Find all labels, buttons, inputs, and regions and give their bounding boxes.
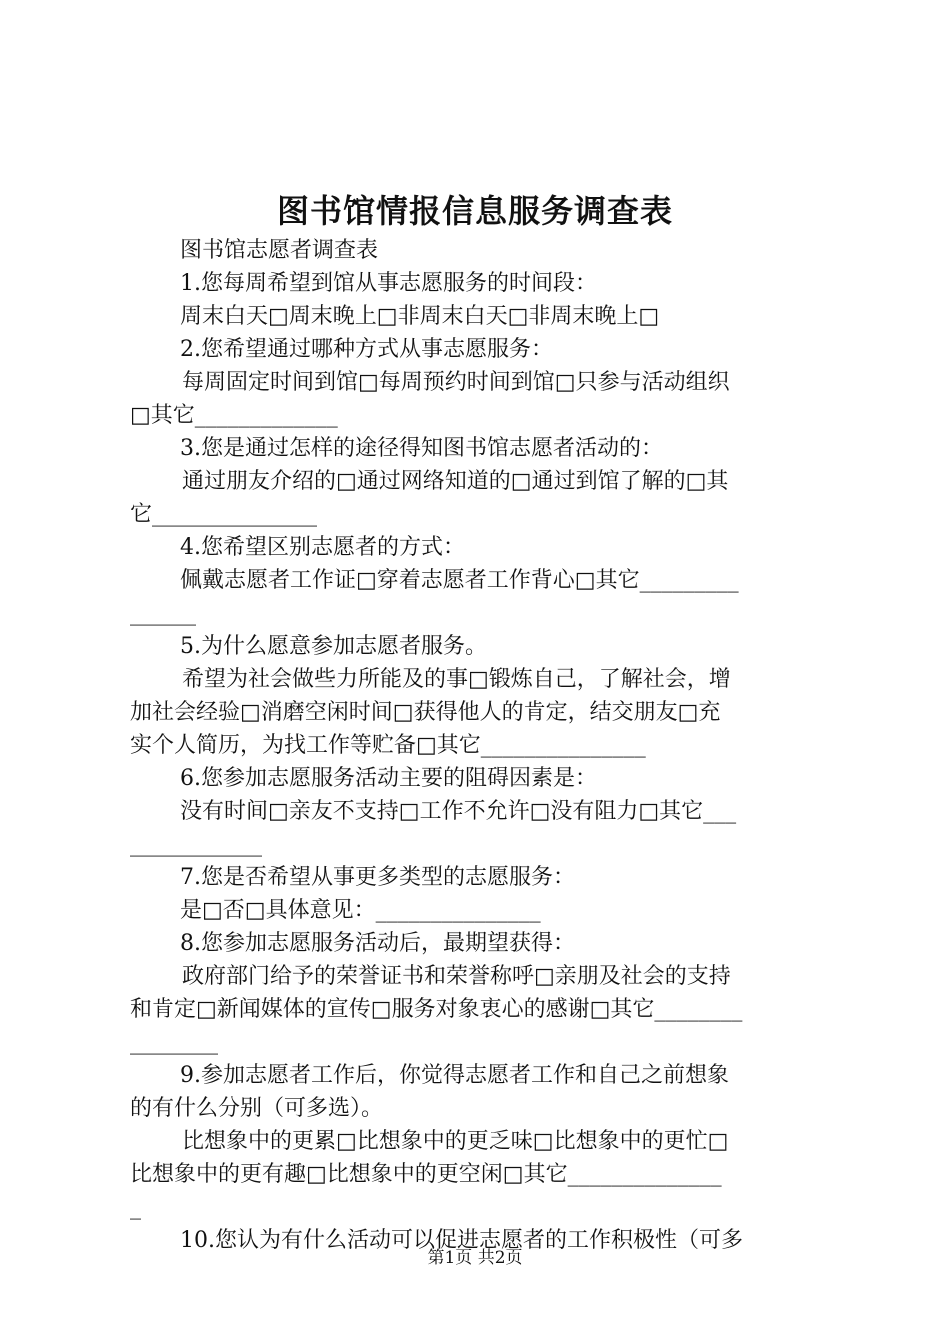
question-1: 1.您每周希望到馆从事志愿服务的时间段： — [180, 271, 597, 296]
question-5: 5.为什么愿意参加志愿者服务。 — [180, 634, 487, 659]
question-8-options: 政府部门给予的荣誉证书和荣誉称呼□亲朋及社会的支持 — [182, 964, 731, 989]
question-6-options-cont: ____________ — [130, 832, 262, 857]
question-2: 2.您希望通过哪种方式从事志愿服务： — [180, 337, 553, 362]
question-4-options-cont: ______ — [130, 601, 196, 626]
question-1-options: 周末白天□周末晚上□非周末白天□非周末晚上□ — [180, 304, 660, 329]
question-4: 4.您希望区别志愿者的方式： — [180, 535, 465, 560]
question-7-options: 是□否□具体意见：_______________ — [180, 898, 541, 923]
question-9-cont: 的有什么分别（可多选）。 — [130, 1096, 384, 1121]
question-3-options: 通过朋友介绍的□通过网络知道的□通过到馆了解的□其 — [182, 469, 729, 494]
question-9-options: 比想象中的更累□比想象中的更乏味□比想象中的更忙□ — [182, 1129, 729, 1154]
document-title: 图书馆情报信息服务调查表 — [276, 192, 673, 230]
question-8-options-cont: 和肯定□新闻媒体的宣传□服务对象衷心的感谢□其它________ — [130, 997, 743, 1022]
question-8: 8.您参加志愿服务活动后，最期望获得： — [180, 931, 575, 956]
question-2-options: 每周固定时间到馆□每周预约时间到馆□只参与活动组织 — [182, 370, 730, 395]
question-6-options: 没有时间□亲友不支持□工作不允许□没有阻力□其它___ — [180, 799, 737, 824]
question-10: 10.您认为有什么活动可以促进志愿者的工作积极性（可多 — [180, 1228, 743, 1253]
question-9-options-cont: 比想象中的更有趣□比想象中的更空闲□其它______________ — [130, 1162, 722, 1187]
question-9-options-cont-2: _ — [130, 1195, 141, 1220]
survey-subtitle: 图书馆志愿者调查表 — [180, 238, 379, 263]
question-2-options-cont: □其它_____________ — [130, 403, 338, 428]
question-8-options-cont-2: ________ — [130, 1030, 218, 1055]
page-footer: 第1页 共2页 — [427, 1248, 523, 1268]
question-7: 7.您是否希望从事更多类型的志愿服务： — [180, 865, 575, 890]
question-3-options-cont: 它_______________ — [130, 502, 318, 527]
question-3: 3.您是通过怎样的途径得知图书馆志愿者活动的： — [180, 436, 663, 461]
question-5-options-cont-2: 实个人简历，为找工作等贮备□其它_______________ — [130, 733, 646, 758]
question-4-options: 佩戴志愿者工作证□穿着志愿者工作背心□其它_________ — [180, 568, 739, 593]
question-6: 6.您参加志愿服务活动主要的阻碍因素是： — [180, 766, 597, 791]
question-5-options-cont: 加社会经验□消磨空闲时间□获得他人的肯定，结交朋友□充 — [130, 700, 721, 725]
question-9: 9.参加志愿者工作后，你觉得志愿者工作和自己之前想象 — [180, 1063, 729, 1088]
document-body — [130, 234, 830, 1257]
question-5-options: 希望为社会做些力所能及的事□锻炼自己，了解社会，增 — [182, 667, 731, 692]
